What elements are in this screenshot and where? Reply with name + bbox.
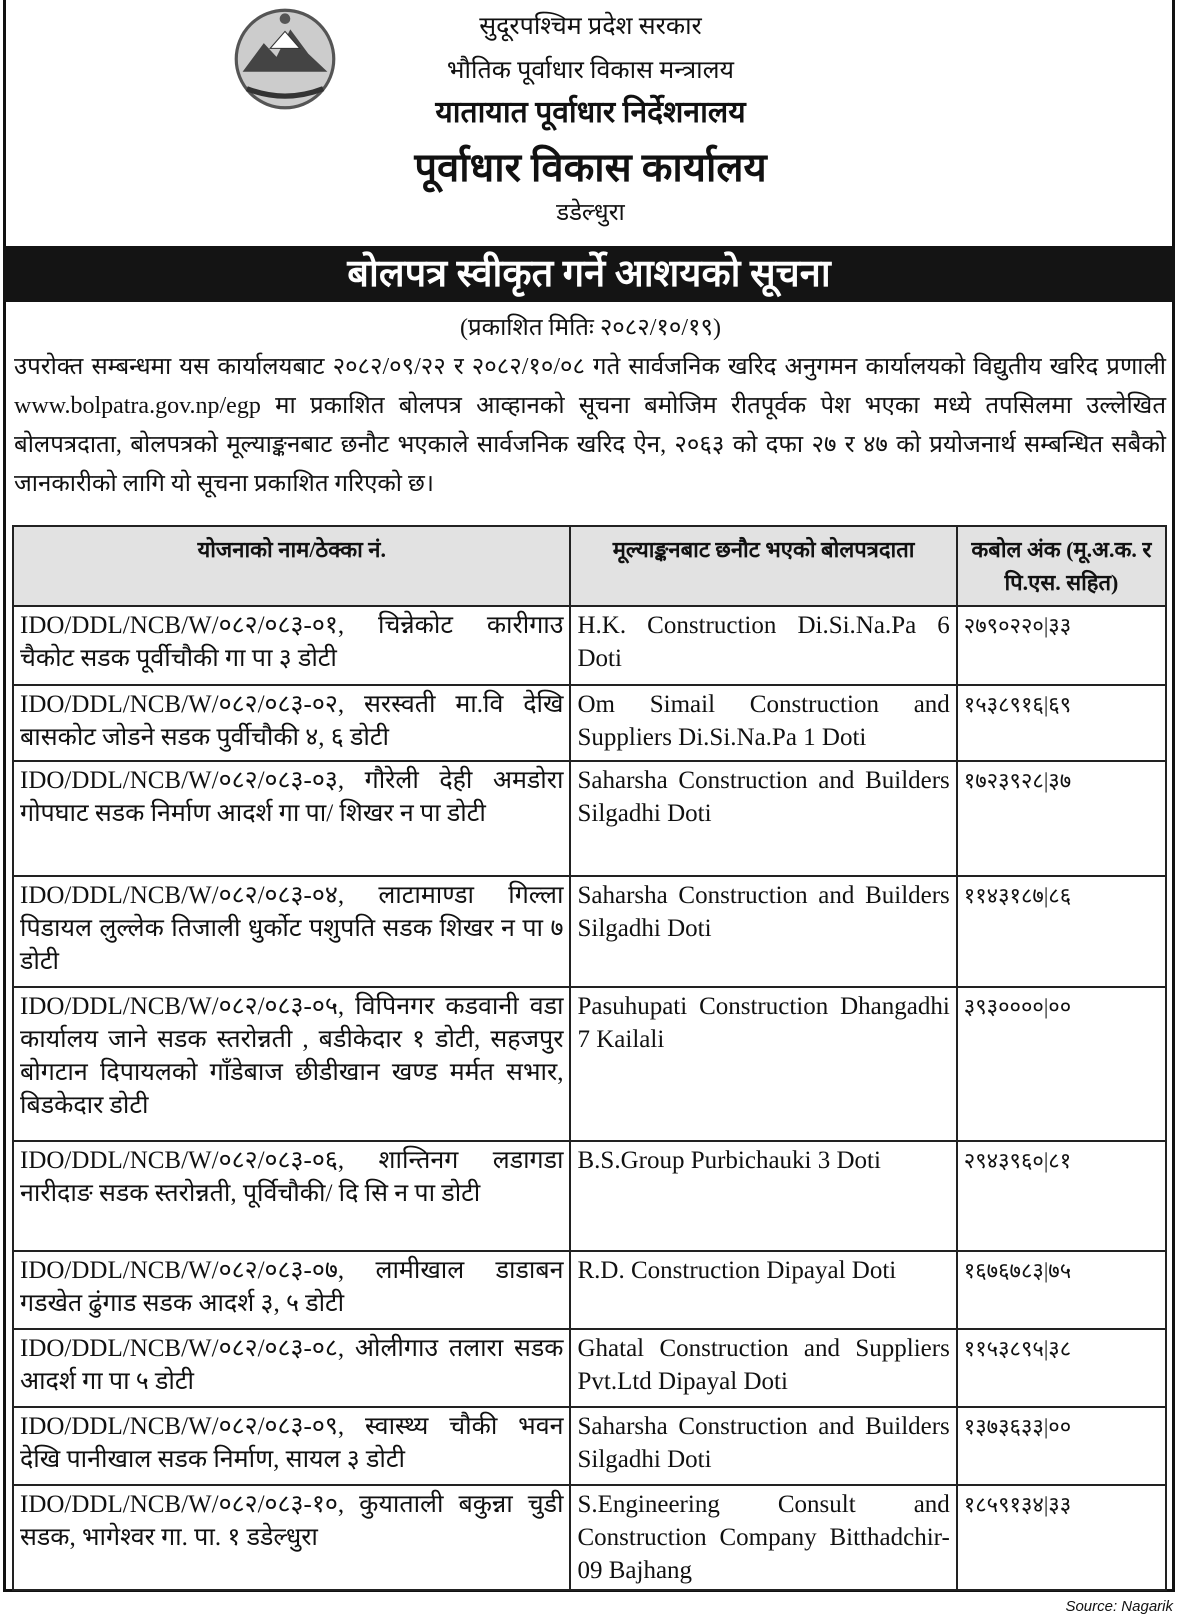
bidder-cell: R.D. Construction Dipayal Doti bbox=[570, 1251, 956, 1329]
table-row bbox=[13, 1485, 1166, 1590]
table-row bbox=[13, 685, 1166, 761]
table-row bbox=[13, 987, 1166, 1141]
project-cell: IDO/DDL/NCB/W/०८२/०८३-०८, ओलीगाउ तलारा सडक आदर्श गा पा ५ डोटी bbox=[13, 1329, 570, 1407]
bidder-cell: Saharsha Construction and Builders Silgadhi Doti bbox=[570, 1407, 956, 1485]
amount-cell: १७२३९२८|३७ bbox=[957, 761, 1166, 876]
amount-cell: १५३८९१६|६९ bbox=[957, 685, 1166, 761]
project-cell: IDO/DDL/NCB/W/०८२/०८३-०२, सरस्वती मा.वि देखि बासकोट जोडने सडक पुर्वीचौकी ४, ६ डोटी bbox=[13, 685, 570, 761]
bidder-cell: Pasuhupati Construction Dhangadhi 7 Kailali bbox=[570, 987, 956, 1141]
table-row bbox=[13, 876, 1166, 987]
amount-cell: ११५३८९५|३८ bbox=[957, 1329, 1166, 1407]
header-project: योजनाको नाम/ठेक्का नं. bbox=[13, 526, 570, 606]
header-directorate: यातायात पूर्वाधार निर्देशनालय bbox=[435, 96, 746, 129]
awarded-bids-table bbox=[12, 525, 1167, 1591]
bidder-cell: Ghatal Construction and Suppliers Pvt.Ltd Dipayal Doti bbox=[570, 1329, 956, 1407]
amount-cell: १३७३६३३|०० bbox=[957, 1407, 1166, 1485]
header-bidder: मूल्याङ्कनबाट छनौट भएको बोलपत्रदाता bbox=[570, 526, 956, 606]
notice-body: उपरोक्त सम्बन्धमा यस कार्यालयबाट २०८२/०९/२२ र २०८२/१०/०८ गते सार्वजनिक खरिद अनुगमन कार्यालयको विद्युतीय खरिद प्रणाली www.bolpatra.gov.np/egp मा प्रकाशित बोलपत्र आव्हानको सूचना बमोजिम रीतपूर्वक पेश भएका मध्ये तपसिलमा उल्लेखित बोलपत्रदाता, बोलपत्रको मूल्याङ्कनबाट छनौट भएकाले सार्वजनिक खरिद ऐन, २०६३ को दफा २७ र ४७ को प्रयोजनार्थ सम्बन्धित सबैको जानकारीको लागि यो सूचना प्रकाशित गरिएको छ। bbox=[14, 354, 1166, 497]
header-location: डडेल्धुरा bbox=[556, 200, 625, 226]
table-row bbox=[13, 1251, 1166, 1329]
header-ministry: भौतिक पूर्वाधार विकास मन्त्रालय bbox=[446, 57, 735, 84]
project-cell: IDO/DDL/NCB/W/०८२/०८३-०३, गौरेली देही अमडोरा गोपघाट सडक निर्माण आदर्श गा पा/ शिखर न पा डोटी bbox=[13, 761, 570, 876]
project-cell: IDO/DDL/NCB/W/०८२/०८३-०७, लामीखाल डाडाबन गडखेत ढुंगाड सडक आदर्श ३, ५ डोटी bbox=[13, 1251, 570, 1329]
project-cell: IDO/DDL/NCB/W/०८२/०८३-०१, चिन्नेकोट कारीगाउ चैकोट सडक पूर्वीचौकी गा पा ३ डोटी bbox=[13, 606, 570, 685]
amount-cell: २७९०२२०|३३ bbox=[957, 606, 1166, 685]
project-cell: IDO/DDL/NCB/W/०८२/०८३-०६, शान्तिनग लडागडा नारीदाङ सडक स्तरोन्नती, पूर्विचौकी/ दि सि न पा डोटी bbox=[13, 1141, 570, 1251]
table-row bbox=[13, 1141, 1166, 1251]
header-office: पूर्वाधार विकास कार्यालय bbox=[414, 145, 767, 190]
amount-cell: २९४३९६०|८१ bbox=[957, 1141, 1166, 1251]
table-row bbox=[13, 1407, 1166, 1485]
table-row bbox=[13, 606, 1166, 685]
project-cell: IDO/DDL/NCB/W/०८२/०८३-१०, कुयाताली बकुन्ना चुडी सडक, भागेश्वर गा. पा. १ डडेल्धुरा bbox=[13, 1485, 570, 1590]
bidder-cell: Om Simail Construction and Suppliers Di.Si.Na.Pa 1 Doti bbox=[570, 685, 956, 761]
bidder-cell: S.Engineering Consult and Construction Company Bitthadchir-09 Bajhang bbox=[570, 1485, 956, 1590]
project-cell: IDO/DDL/NCB/W/०८२/०८३-०५, विपिनगर कडवानी वडा कार्यालय जाने सडक स्तरोन्नती , बडीकेदार १ डोटी, सहजपुर बोगटान दिपायलको गाँडेबाज छीडीखान खण्ड मर्मत सभार, बिडकेदार डोटी bbox=[13, 987, 570, 1141]
source-credit: Source: Nagarik bbox=[1065, 1598, 1173, 1615]
notice-title: बोलपत्र स्वीकृत गर्ने आशयको सूचना bbox=[3, 246, 1175, 302]
published-date: (प्रकाशित मितिः २०८२/१०/१९) bbox=[460, 315, 721, 341]
table-header-row bbox=[13, 526, 1166, 606]
amount-cell: १६७६७८३|७५ bbox=[957, 1251, 1166, 1329]
bidder-cell: H.K. Construction Di.Si.Na.Pa 6 Doti bbox=[570, 606, 956, 685]
bidder-cell: Saharsha Construction and Builders Silgadhi Doti bbox=[570, 761, 956, 876]
bidder-cell: B.S.Group Purbichauki 3 Doti bbox=[570, 1141, 956, 1251]
project-cell: IDO/DDL/NCB/W/०८२/०८३-०४, लाटामाण्डा गिल्ला पिडायल लुल्लेक तिजाली धुर्कोट पशुपति सडक शिखर न पा ७ डोटी bbox=[13, 876, 570, 987]
amount-cell: ११४३१८७|८६ bbox=[957, 876, 1166, 987]
header-province: सुदूरपश्चिम प्रदेश सरकार bbox=[479, 13, 702, 40]
table-row bbox=[13, 1329, 1166, 1407]
bidder-cell: Saharsha Construction and Builders Silgadhi Doti bbox=[570, 876, 956, 987]
project-cell: IDO/DDL/NCB/W/०८२/०८३-०९, स्वास्थ्य चौकी भवन देखि पानीखाल सडक निर्माण, सायल ३ डोटी bbox=[13, 1407, 570, 1485]
table-row bbox=[13, 761, 1166, 876]
header-amount: कबोल अंक (मू.अ.क. र पि.एस. सहित) bbox=[957, 526, 1166, 606]
amount-cell: ३९३००००|०० bbox=[957, 987, 1166, 1141]
amount-cell: १८५९१३४|३३ bbox=[957, 1485, 1166, 1590]
